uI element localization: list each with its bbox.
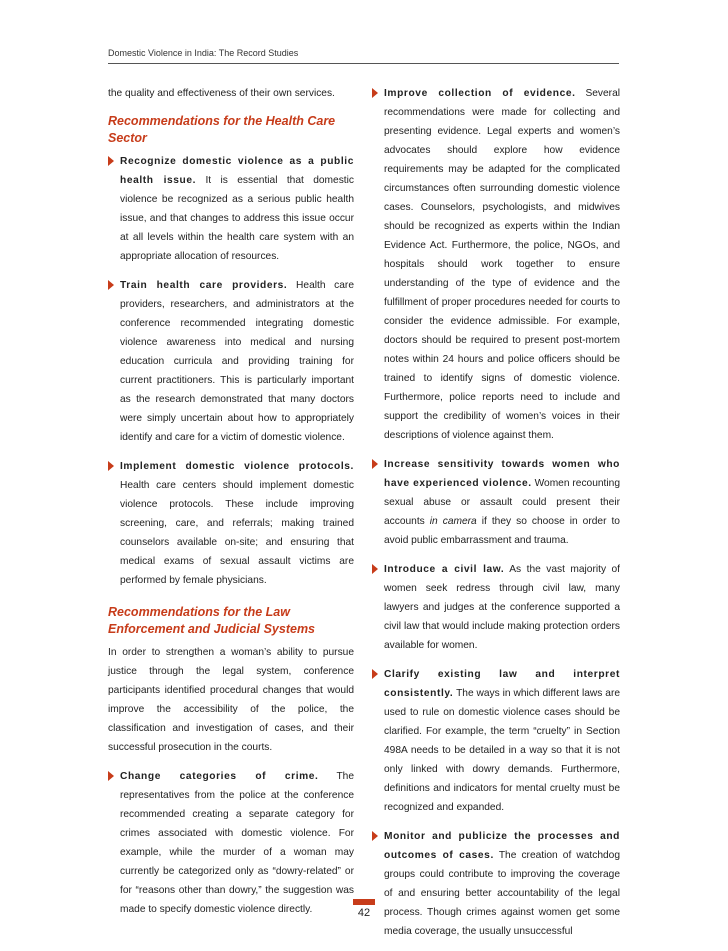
item-lead: Train health care providers. [120, 280, 288, 291]
item-text: It is essential that domestic violence be recognized as a serious public health issue, and that changes to address this issue occur at all levels within the health care system with an appropriate allocation of resources. [120, 175, 354, 262]
item-text: As the vast majority of women seek redress through civil law, many lawyers and judges at the conference supported a civil law that would include making protection orders available for women. [384, 564, 620, 651]
arrow-bullet-icon [372, 459, 378, 469]
list-item [372, 827, 620, 941]
arrow-bullet-icon [108, 771, 114, 781]
list-item [372, 455, 620, 550]
list-item [108, 767, 354, 919]
item-lead: Monitor and publicize the processes and outcomes of cases. [384, 831, 620, 861]
item-text-italic: in camera [429, 516, 477, 527]
arrow-bullet-icon [108, 461, 114, 471]
item-text: The creation of watchdog groups could contribute to improving the coverage of and ensuring better accountability of the legal process. Though crimes against women get some media coverage, the usually unsuccessful [384, 850, 620, 937]
item-text: Several recommendations were made for collecting and presenting evidence. Legal experts and women’s advocates should explore how evidence requirements may be adapted for the complicated circumstances often surrounding domestic violence cases. Counselors, psychologists, and midwives should be recognized as experts within the Indian Evidence Act. Furthermore, the police, NGOs, and hospitals should work together to ensure understanding of the type of evidence and the fulfillment of proper procedures needed for courts to consider the evidence admissible. For example, doctors should be required to present post-mortem notes within 24 hours and police officers should be trained to identify signs of domestic violence. Furthermore, police reports need to include and support the credibility of women’s voices in their descriptions of violence against them. [384, 88, 620, 441]
intro-text: the quality and effectiveness of their own services. [108, 88, 335, 99]
page-number: 42 [357, 907, 371, 919]
item-text: The representatives from the police at the conference recommended creating a separate category for crimes associated with domestic violence. For example, while the murder of a woman may currently be categorized only as “dowry-related” or for “reasons other than dowry,” the suggestion was made to specify domestic violence directly. [120, 771, 354, 915]
list-item [108, 457, 354, 590]
left-column [108, 84, 354, 929]
header-rule [108, 63, 619, 64]
right-column [372, 84, 620, 951]
item-text: if they so choose in order to avoid public embarrassment and trauma. [384, 516, 620, 546]
arrow-bullet-icon [372, 88, 378, 98]
item-lead: Increase sensitivity towards women who have experienced violence. [384, 459, 620, 489]
law-heading: Recommendations for the Law Enforcement and Judicial Systems [108, 605, 316, 636]
item-lead: Improve collection of evidence. [384, 88, 576, 99]
arrow-bullet-icon [372, 669, 378, 679]
list-item [372, 665, 620, 817]
list-item [108, 276, 354, 447]
running-header: Domestic Violence in India: The Record Studies [108, 48, 299, 58]
arrow-bullet-icon [372, 831, 378, 841]
list-item [372, 84, 620, 445]
arrow-bullet-icon [108, 156, 114, 166]
page-number-marker [353, 899, 375, 905]
item-lead: Change categories of crime. [120, 771, 319, 782]
health-heading: Recommendations for the Health Care Sector [108, 114, 336, 145]
item-text: Health care providers, researchers, and administrators at the conference recommended integrating domestic violence awareness into medical and nursing education curricula and providing training for current practitioners. This is particularly important as the research demonstrated that many doctors were simply uncertain about how to appropriately identify and care for a victim of domestic violence. [120, 280, 354, 443]
item-lead: Recognize domestic violence as a public health issue. [120, 156, 354, 186]
item-lead: Clarify existing law and interpret consistently. [384, 669, 620, 699]
list-item [108, 152, 354, 266]
item-text: Health care centers should implement domestic violence protocols. These include improving screening, care, and referrals; making trained counselors available on-site; and ensuring that medical exams of sexual assault victims are performed by female physicians. [120, 480, 354, 586]
item-text: Women recounting sexual abuse or assault could present their accounts [384, 478, 620, 527]
list-item [372, 560, 620, 655]
item-lead: Implement domestic violence protocols. [120, 461, 354, 472]
item-text: The ways in which different laws are used to rule on domestic violence cases should be clarified. For example, the term “cruelty” in Section 498A needs to be detailed in a way so that it is not only linked with dowry demands. Furthermore, definitions and indicators for mental cruelty must be recognized and expanded. [384, 688, 620, 813]
law-intro: In order to strengthen a woman’s ability to pursue justice through the legal system, conference participants identified procedural changes that would improve the accessibility of the police, the classification and investigation of cases, and their successful prosecution in the courts. [108, 647, 354, 753]
arrow-bullet-icon [108, 280, 114, 290]
item-lead: Introduce a civil law. [384, 564, 505, 575]
arrow-bullet-icon [372, 564, 378, 574]
